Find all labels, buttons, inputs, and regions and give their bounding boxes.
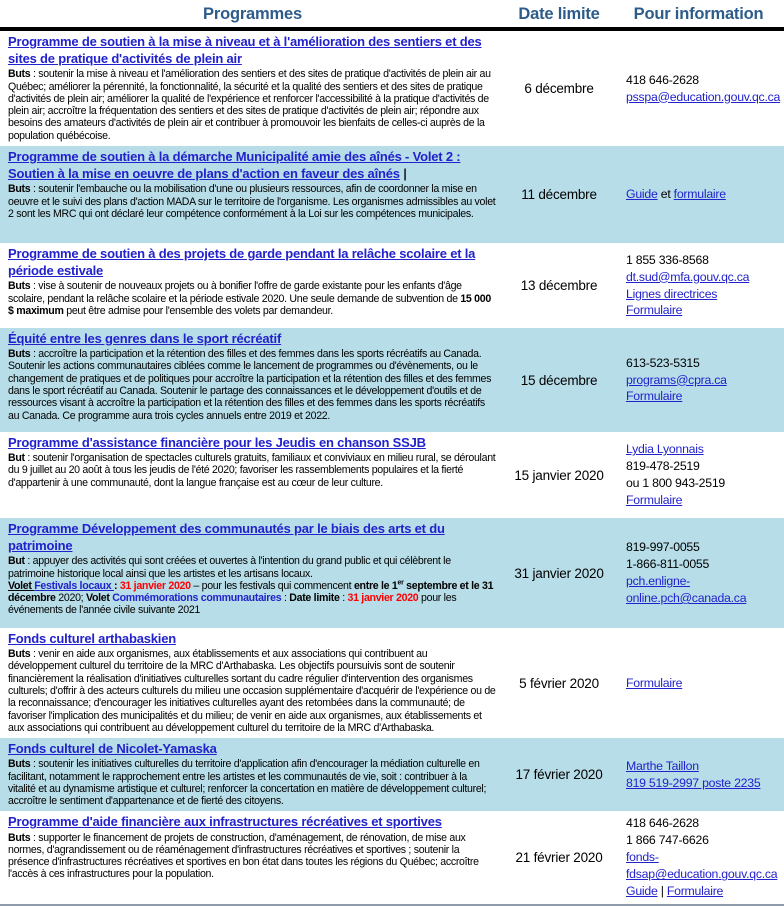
program-description xyxy=(8,348,497,422)
contact-info xyxy=(613,146,784,243)
program-title-link[interactable]: Programme d'assistance financière pour les Jeudis en chanson SSJB xyxy=(8,435,426,450)
text-segment: 15 000 $ maximum xyxy=(8,292,491,317)
text-segment: Buts xyxy=(8,648,31,661)
header-date-limite: Date limite xyxy=(518,5,600,23)
info-line xyxy=(626,775,782,792)
text-segment: 819-478-2519 xyxy=(626,459,700,474)
info-link[interactable]: Festivals locaux xyxy=(34,579,114,592)
deadline: 21 février 2020 xyxy=(515,850,603,866)
contact-info xyxy=(613,31,784,146)
text-segment: : appuyer des activités qui sont créées et ouvertes à l'intention du grand public et qui célèbrent le patrimoine historique local ainsi que les artistes et les artisans locaux. xyxy=(8,555,451,580)
text-segment: : xyxy=(113,579,120,592)
text-segment: 1 855 336-8568 xyxy=(626,252,709,267)
program-title xyxy=(8,434,497,451)
text-segment: : xyxy=(339,592,348,605)
program-cell xyxy=(0,328,505,432)
info-line xyxy=(626,883,782,900)
program-title xyxy=(8,520,497,554)
info-line xyxy=(626,475,782,492)
table-row xyxy=(0,146,784,243)
table-row xyxy=(0,518,784,628)
header-pour-information: Pour information xyxy=(633,5,764,23)
table-row xyxy=(0,328,784,432)
info-link[interactable]: Guide xyxy=(626,884,658,899)
program-description xyxy=(8,832,497,881)
info-line xyxy=(626,388,782,405)
deadline: 5 février 2020 xyxy=(519,675,599,691)
contact-info xyxy=(613,811,784,904)
text-segment: Buts xyxy=(8,68,31,81)
info-line xyxy=(626,832,782,849)
info-line xyxy=(626,269,782,286)
program-description xyxy=(8,452,497,489)
program-description xyxy=(8,183,497,220)
contact-info xyxy=(613,628,784,738)
text-segment: 31 janvier 2020 xyxy=(347,592,419,605)
deadline: 6 décembre xyxy=(524,81,594,96)
program-title-link[interactable]: Fonds culturel de Nicolet-Yamaska xyxy=(8,741,217,757)
text-segment: pour les événements de l'année civile suivante 2021 xyxy=(8,592,457,617)
program-description xyxy=(8,68,497,142)
table-row xyxy=(0,628,784,738)
text-segment: : soutenir les initiatives culturelles du territoire d'application afin d'encourager la médiation culturelle en facilitant, notamment le rapprochement entre les artistes et les communautés de vie, soit : contribuer à la vitalité et au dynamisme artistique et culturel; renforcer la concertation en matière de développement culturel; accroître le sentiment d'appartenance et de fierté des citoyens. xyxy=(8,758,487,808)
text-segment: Date limite xyxy=(289,592,340,605)
program-cell xyxy=(0,628,505,738)
program-description xyxy=(8,758,497,807)
info-link[interactable]: programs@cpra.ca xyxy=(626,372,727,387)
contact-info xyxy=(613,518,784,628)
info-line xyxy=(626,302,782,319)
text-segment: : soutenir l'embauche ou la mobilisation d'une ou plusieurs ressources, afin de coordonner la mise en oeuvre et le suivi des plans d'action MADA sur le territoire de l'organisme. Les organismes admissibles au volet 2 sont les MRC qui ont déclaré leur compétence conformément à la Loi sur les compétences municipales. xyxy=(8,183,496,220)
text-segment: 819-997-0055 xyxy=(626,540,700,555)
program-title-link[interactable]: Fonds culturel arthabaskien xyxy=(8,631,176,646)
text-segment: : accroître la participation et la rétention des filles et des femmes dans les sports récréatifs au Canada. Soutenir les actions communautaires ciblées comme le lancement de programmes ou d'évènements, ou le changement de pratiques et de politiques pour accroître la participation et la rétention des filles et des femmes dans le sport récréatif au Canada. Soutenir le partage des connaissances et le développement d'outils et de ressources visant à accroître la participation et la rétention des filles et des femmes dans les sports récréatifs au Canada. Ce programme aura trois cycles annuels entre 2019 et 2022. xyxy=(8,348,492,422)
deadline: 31 janvier 2020 xyxy=(514,565,604,581)
deadline: 11 décembre xyxy=(521,187,597,202)
text-segment: er xyxy=(397,579,404,587)
text-segment: Buts xyxy=(8,183,31,196)
program-title xyxy=(8,740,497,757)
text-segment: : venir en aide aux organismes, aux établissements et aux associations qui contribuent au développement culturel du territoire de la MRC d'Arthabaska. Les objectifs poursuivis sont de soutenir financièrement la réalisation d'initiatives culturelles sortant du cadre régulier d'intervention des organismes culturels; d'offrir à des acteurs culturels du milieu une occasion supplémentaire d'acquérir de l'expérience ou de la reconnaissance; d'encourager les initiatives culturelles ayant des retombées dans la communauté; de favoriser l'implication des municipalités et du milieu; de venir en aide aux organismes, aux établissements et aux associations qui contribuent au développement culturel du territoire de la MRC d'Arthabaska. xyxy=(8,648,496,734)
table-row xyxy=(0,432,784,518)
info-line xyxy=(626,372,782,389)
info-line xyxy=(626,355,782,372)
text-segment: 418 646-2628 xyxy=(626,72,699,87)
text-segment: 418 646-2628 xyxy=(626,816,699,831)
program-cell xyxy=(0,811,505,904)
text-segment: ou 1 800 943-2519 xyxy=(626,476,726,490)
program-cell xyxy=(0,432,505,518)
text-segment: peut être admise pour l'ensemble des volets par demandeur. xyxy=(63,304,333,317)
text-segment: Commémorations communautaires xyxy=(112,592,282,605)
contact-info xyxy=(613,738,784,811)
text-segment: – pour les festivals qui commencent xyxy=(190,579,354,592)
text-segment: 613-523-5315 xyxy=(626,355,700,370)
program-title xyxy=(8,630,497,647)
table-row xyxy=(0,811,784,904)
text-segment: 2020; xyxy=(55,592,86,605)
table-row xyxy=(0,31,784,146)
program-title xyxy=(8,148,497,182)
deadline: 15 janvier 2020 xyxy=(514,467,604,483)
text-segment: Buts xyxy=(8,280,31,293)
info-link[interactable]: dt.sud@mfa.gouv.qc.ca xyxy=(626,269,750,284)
info-line xyxy=(626,815,782,832)
text-segment: 1 866 747-6626 xyxy=(626,833,709,848)
program-title xyxy=(8,33,497,67)
text-segment: : supporter le financement de projets de construction, d'aménagement, de rénovation, de mise aux normes, d'agrandissement ou de réaménagement d'infrastructures récréatives et sportives ; soutenir la présence d'infrastructures récréatives et sportives en bon état dans toutes les régions du Québec; accroître l'accès à ces infrastructures pour la population. xyxy=(8,831,479,881)
program-title-link[interactable]: Programme Développement des communautés par le biais des arts et du patrimoine xyxy=(8,521,445,554)
info-line xyxy=(626,186,782,203)
text-segment: : vise à soutenir de nouveaux projets ou à bonifier l'offre de garde existante pour les enfants d'âge scolaire, pendant la relâche scolaire et la période estivale 2020. Une seule demande de subvention de xyxy=(8,280,462,305)
info-link[interactable]: Marthe Taillon xyxy=(626,758,699,773)
program-title-link[interactable]: Programme de soutien à la mise à niveau et à l'amélioration des sentiers et des sites de pratique d'activités de plein air xyxy=(8,34,482,67)
program-title xyxy=(8,813,497,830)
info-line xyxy=(626,539,782,556)
info-link[interactable]: Formulaire xyxy=(626,492,683,507)
text-segment: Volet xyxy=(8,579,35,592)
text-segment: Buts xyxy=(8,758,31,771)
info-link[interactable]: formulaire xyxy=(673,187,726,202)
text-segment: : soutenir l'organisation de spectacles culturels gratuits, familiaux et conviviaux en milieu rural, se déroulant du 9 juillet au 20 août à tous les jeudis de l'été 2020; favoriser les rassemblements populaires et la fierté d'appartenir à une communauté, dont la langue française est au cœur de leur culture. xyxy=(8,452,496,489)
contact-info xyxy=(613,243,784,328)
text-segment: Buts xyxy=(8,348,31,361)
program-description xyxy=(8,648,497,734)
info-line xyxy=(626,458,782,475)
info-link[interactable]: Formulaire xyxy=(626,303,683,318)
text-segment: 1-866-811-0055 xyxy=(626,557,710,572)
program-cell xyxy=(0,146,505,243)
program-title-link[interactable]: Équité entre les genres dans le sport récréatif xyxy=(8,331,282,346)
text-segment: entre le 1 xyxy=(353,579,398,592)
deadline: 15 décembre xyxy=(520,372,598,388)
text-segment: 31 janvier 2020 xyxy=(119,579,191,592)
deadline: 13 décembre xyxy=(520,278,598,293)
contact-info xyxy=(613,432,784,518)
deadline: 17 février 2020 xyxy=(515,767,603,783)
text-segment: But xyxy=(8,452,25,465)
info-link[interactable]: Lydia Lyonnais xyxy=(626,442,704,457)
info-link[interactable]: fonds- xyxy=(626,850,659,865)
info-line xyxy=(626,849,782,866)
text-segment: Volet xyxy=(85,592,113,605)
program-title-link[interactable]: Programme d'aide financière aux infrastructures récréatives et sportives xyxy=(8,814,442,830)
text-segment: | xyxy=(657,884,667,899)
info-link[interactable]: Guide xyxy=(626,187,658,202)
program-cell xyxy=(0,518,505,628)
info-line xyxy=(626,758,782,775)
program-cell xyxy=(0,738,505,811)
contact-info xyxy=(613,328,784,432)
info-line xyxy=(626,590,782,607)
program-title xyxy=(8,330,497,347)
info-line xyxy=(626,441,782,458)
info-line xyxy=(626,89,782,106)
text-segment: : soutenir la mise à niveau et l'amélioration des sentiers et des sites de pratique d'activités de plein air au Québec; améliorer la pérennité, la fonctionnalité, la sécurité et la qualité des sentiers et des sites de pratique d'activités de plein air; améliorer la qualité de l'expérience et renforcer l'accessibilité à la pratique d'activités de plein air; accroître la fréquentation des sentiers et des sites de pratique d'activités de plein air; répondre aux besoins des amateurs d'activités de plein air et contribuer à promouvoir les bienfaits de celles-ci auprès de la population québécoise. xyxy=(8,68,491,142)
info-link[interactable]: fdsap@education.gouv.qc.ca xyxy=(626,867,778,882)
header-programmes: Programmes xyxy=(203,5,302,23)
text-segment: But xyxy=(8,555,25,568)
info-link[interactable]: Formulaire xyxy=(626,389,683,404)
table-row xyxy=(0,243,784,328)
info-line xyxy=(626,866,782,883)
program-title-link[interactable]: Programme de soutien à la démarche Municipalité amie des aînés - Volet 2 : Soutien à la mise en oeuvre de plans d'action en faveur des aînés xyxy=(8,149,461,182)
program-cell xyxy=(0,243,505,328)
table-body xyxy=(0,31,784,904)
info-link[interactable]: Lignes directrices xyxy=(626,286,718,301)
text-segment: et xyxy=(657,187,674,202)
text-segment: septembre et le 31 décembre xyxy=(8,579,494,605)
program-cell xyxy=(0,31,505,146)
program-title-link[interactable]: Programme de soutien à des projets de garde pendant la relâche scolaire et la période estivale xyxy=(8,246,476,279)
text-segment: Buts xyxy=(8,831,31,844)
info-line xyxy=(626,252,782,269)
program-title xyxy=(8,245,497,279)
info-link[interactable]: 819 519-2997 poste 2235 xyxy=(626,775,761,790)
text-segment: : xyxy=(281,592,290,605)
info-link[interactable]: psspa@education.gouv.qc.ca xyxy=(626,89,781,104)
info-line xyxy=(626,573,782,590)
program-description xyxy=(8,280,497,317)
info-link[interactable]: Formulaire xyxy=(666,884,724,899)
info-link[interactable]: online.pch@canada.ca xyxy=(626,590,747,605)
info-line xyxy=(626,675,782,692)
info-line xyxy=(626,72,782,89)
program-title-text: | xyxy=(399,166,407,182)
table-header xyxy=(0,0,784,27)
table-row xyxy=(0,738,784,811)
info-line xyxy=(626,492,782,509)
info-line xyxy=(626,286,782,303)
program-description xyxy=(8,555,497,616)
info-line xyxy=(626,556,782,573)
info-link[interactable]: pch.enligne- xyxy=(626,574,690,588)
info-link[interactable]: Formulaire xyxy=(626,675,683,690)
